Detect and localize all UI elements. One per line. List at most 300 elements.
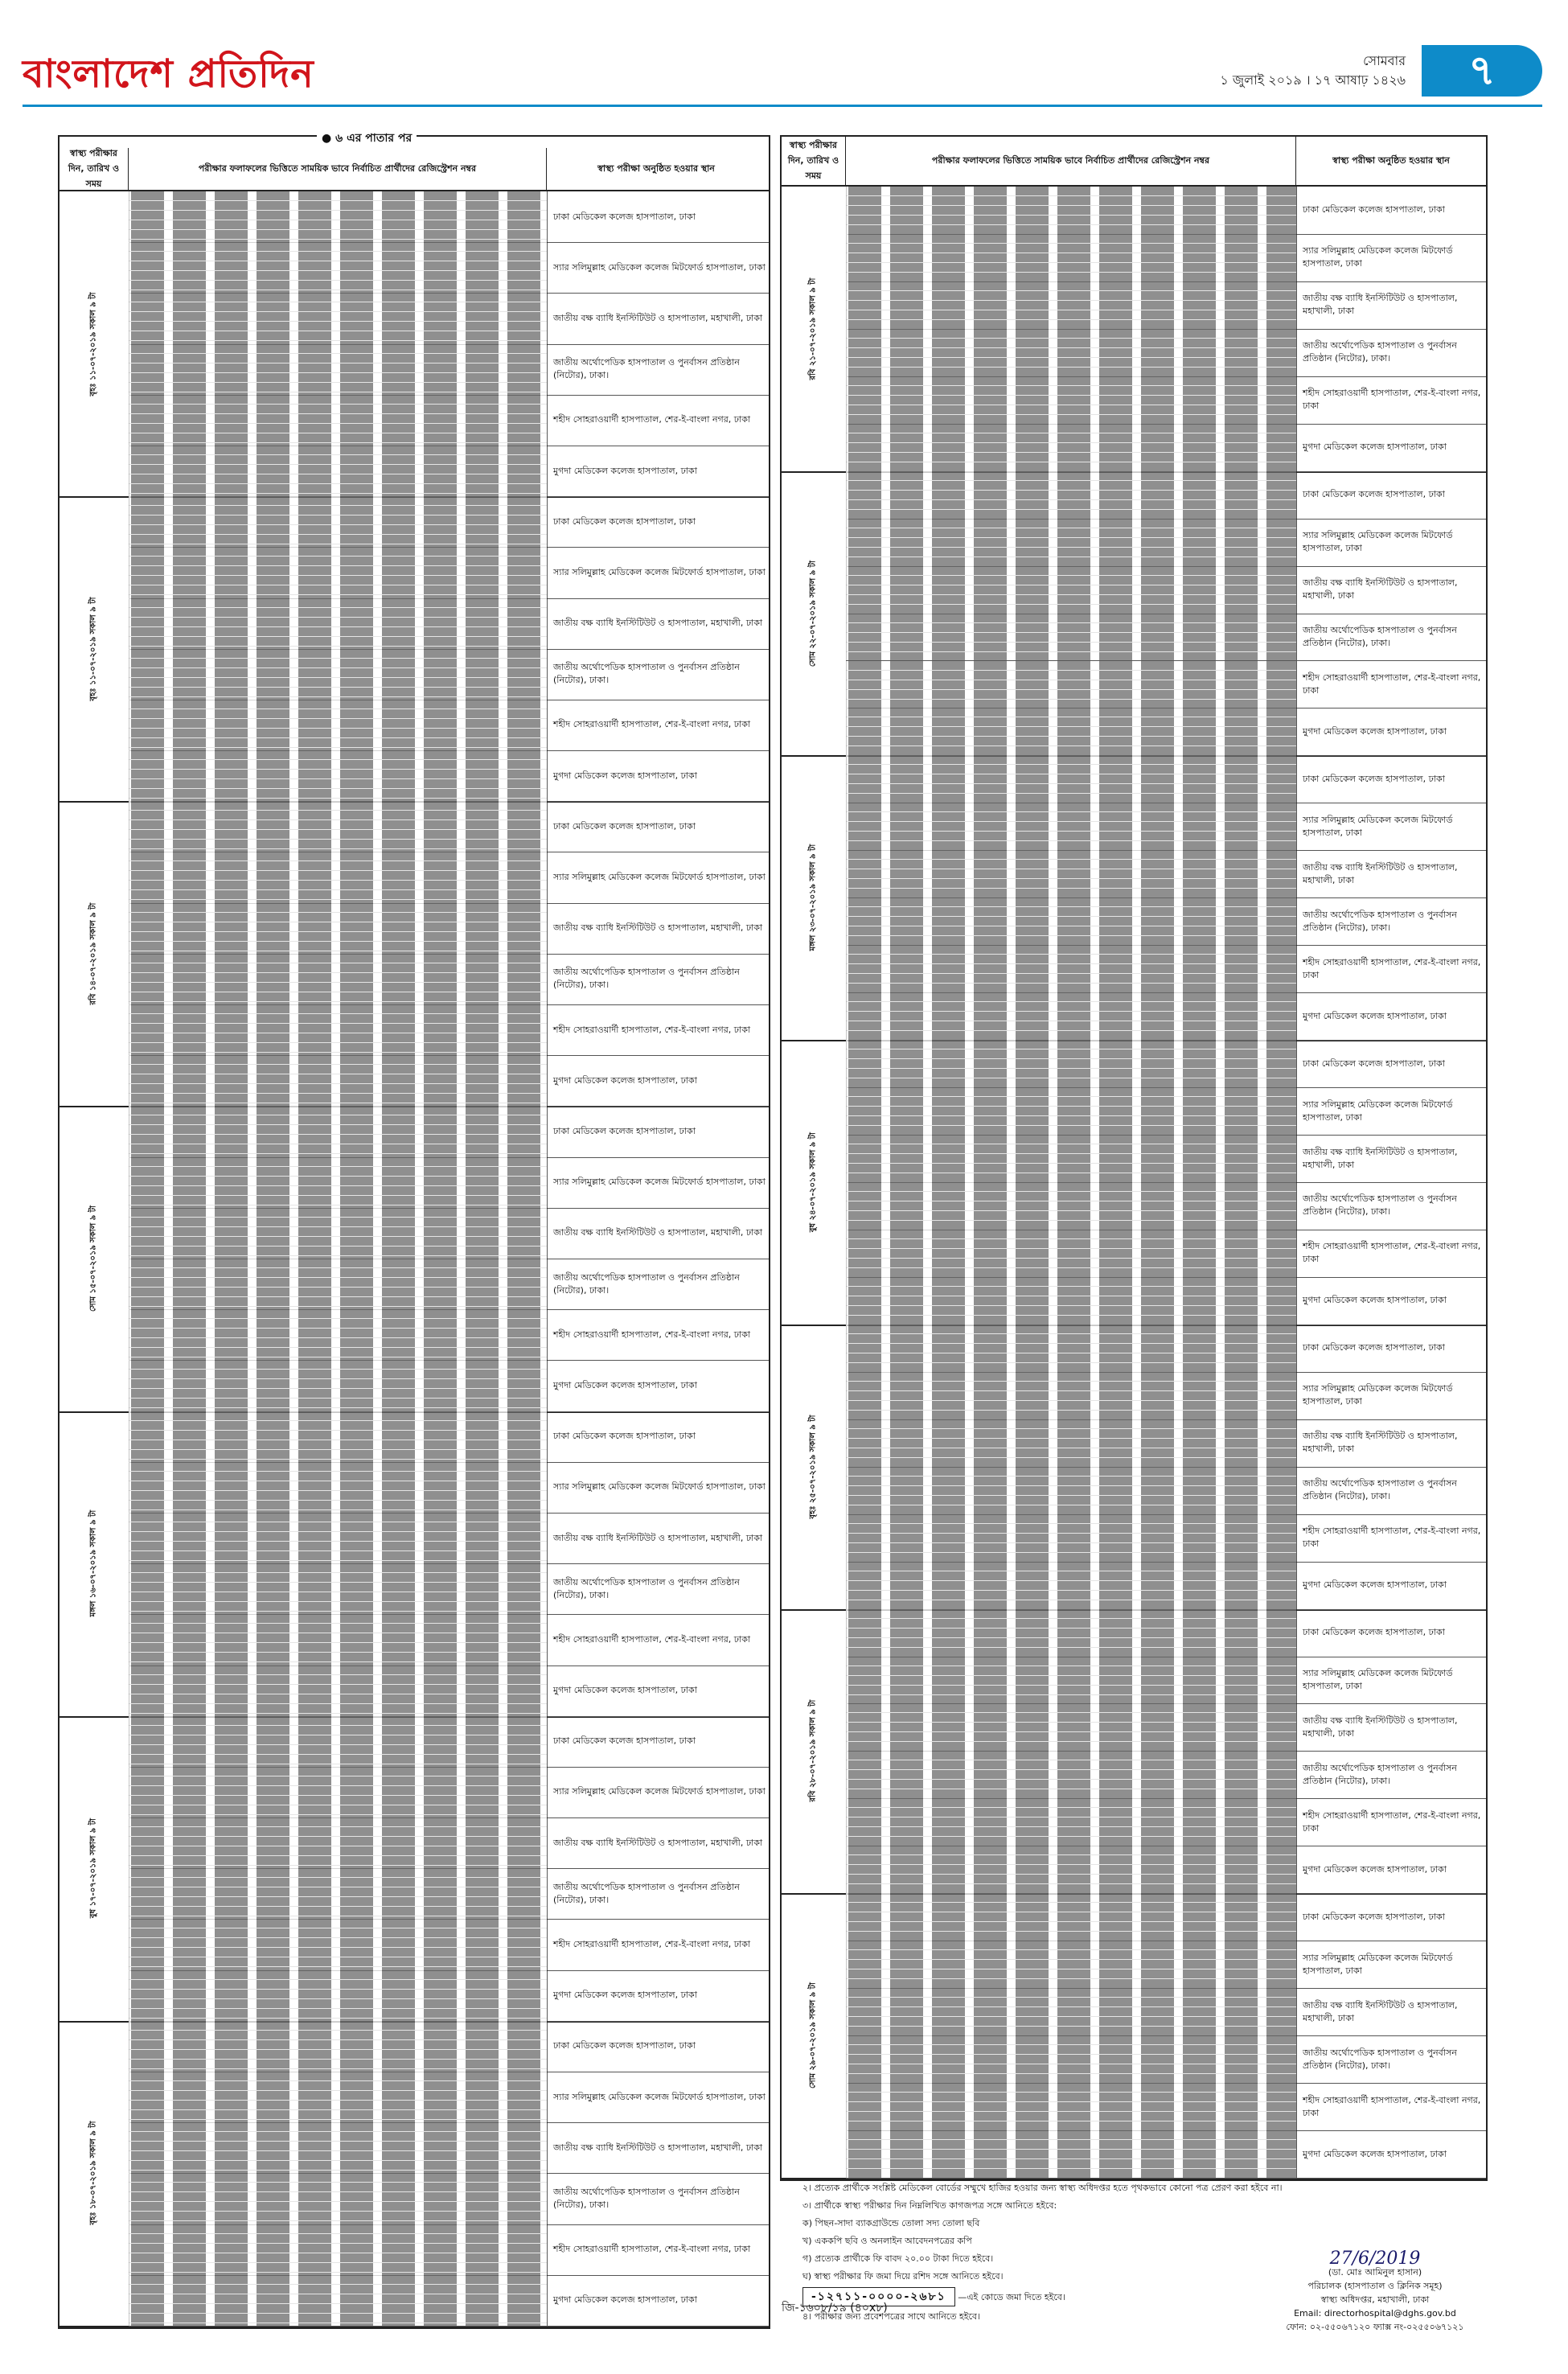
hospital-row [846,614,1486,662]
hospital-name: স্যার সলিমুল্লাহ মেডিকেল কলেজ মিটফোর্ড হাসপাতাল, ঢাকা [553,1786,766,1797]
hospital-name: মুগদা মেডিকেল কলেজ হাসপাতাল, ঢাকা [1303,1010,1447,1021]
hospital-row [846,1562,1486,1610]
signer-name: (ডা. মোঃ আমিনুল হাসান) [1328,2267,1422,2277]
registration-numbers [846,897,1297,945]
hospital-name: ঢাকা মেডিকেল কলেজ হাসপাতাল, ঢাকা [553,820,696,832]
registration-numbers [129,293,548,343]
hospital-name: জাতীয় অর্থোপেডিক হাসপাতাল ও পুনর্বাসন প্রতিষ্ঠান (নিটোর), ঢাকা। [1303,1762,1457,1786]
hospital-row [846,1703,1486,1752]
note-3d: ঘ) স্বাস্থ্য পরীক্ষার ফি জমা দিয়ে রশিদ সঙ্গে আনিতে হইবে। [802,2271,1004,2282]
note-3: ৩। প্রার্থীকে স্বাস্থ্য পরীক্ষার দিন নিম্নলিখিত কাগজপত্র সঙ্গে আনিতে হইবে: [802,2200,1057,2211]
hospital-name: শহীদ সোহরাওয়ার্দী হাসপাতাল, শের-ই-বাংলা নগর, ঢাকা [553,1329,751,1340]
exam-date [60,1716,129,2021]
schedule-group [782,755,1486,1041]
hospital-name: জাতীয় বক্ষ ব্যাধি ইনস্টিটিউট ও হাসপাতাল, মহাখালী, ঢাকা [1303,861,1458,885]
exam-date-label: রবি ২১-০৭-২০১৯ সকাল ৯ টা [808,277,818,380]
hospital-row [129,395,769,446]
hospital-name: জাতীয় অর্থোপেডিক হাসপাতাল ও পুনর্বাসন প্রতিষ্ঠান (নিটোর), ঢাকা। [1303,625,1457,649]
hospital-row [846,376,1486,425]
hospital-row [846,1988,1486,2036]
registration-numbers [846,614,1297,661]
hospital-row [129,2122,769,2174]
hospital-name: ঢাকা মেডিকেল কলেজ হাসপাতাল, ঢাকা [553,515,696,527]
hospital-row [846,1657,1486,1705]
exam-date [782,1893,847,2178]
registration-numbers [846,1467,1297,1514]
registration-numbers [129,1868,548,1919]
exam-date [60,2021,129,2326]
hospital-name: জাতীয় বক্ষ ব্যাধি ইনস্টিটিউট ও হাসপাতাল, মহাখালী, ঢাকা [1303,1999,1458,2023]
hospital-name: জাতীয় বক্ষ ব্যাধি ইনস্টিটিউট ও হাসপাতাল, মহাখালী, ঢাকা [1303,577,1458,602]
registration-numbers [129,191,548,242]
hospital-row [846,2083,1486,2131]
hospital-name: জাতীয় অর্থোপেডিক হাসপাতাল ও পুনর্বাসন প্রতিষ্ঠান (নিটোর), ঢাকা। [1303,1193,1457,1218]
schedule-group [782,187,1486,473]
hospital-row [129,1055,769,1107]
exam-date [782,1609,847,1894]
schedule-group [782,471,1486,758]
registration-numbers [846,945,1297,992]
registration-numbers [129,2021,548,2072]
registration-numbers [846,992,1297,1040]
hospital-row [846,1467,1486,1515]
hospital-name: জাতীয় বক্ষ ব্যাধি ইনস্টিটিউট ও হাসপাতাল, মহাখালী, ঢাকা [553,312,763,323]
hospital-row [129,1817,769,1869]
schedule-group [60,1716,769,2023]
registration-numbers [129,1208,548,1259]
hospital-row [129,903,769,955]
registration-numbers [129,1055,548,1106]
registration-numbers [129,1614,548,1665]
hospital-name: জাতীয় বক্ষ ব্যাধি ইনস্টিটিউট ও হাসপাতাল, মহাখালী, ঢাকা [553,2142,763,2153]
masthead [23,45,1542,103]
hospital-name: স্যার সলিমুল্লাহ মেডিকেল কলেজ মিটফোর্ড হাসপাতাল, ঢাকা [553,1481,766,1493]
registration-numbers [846,1893,1297,1941]
hospital-name: মুগদা মেডিকেল কলেজ হাসপাতাল, ঢাকা [1303,725,1447,737]
hospital-name: জাতীয় অর্থোপেডিক হাসপাতাল ও পুনর্বাসন প্রতিষ্ঠান (নিটোর), ঢাকা। [553,662,740,686]
hospital-row [129,344,769,396]
hospital-row [846,1087,1486,1136]
registration-numbers [129,2173,548,2224]
registration-numbers [846,424,1297,471]
hospital-row [846,1325,1486,1373]
registration-numbers [846,1703,1297,1751]
hospital-row [129,1919,769,1970]
hospital-name: স্যার সলিমুল্লাহ মেডিকেল কলেজ মিটফোর্ড হাসপাতাল, ঢাকা [553,1177,766,1188]
hospital-row [129,1767,769,1818]
newspaper-logo: বাংলাদেশ প্রতিদিন [23,51,314,97]
hospital-row [129,2173,769,2224]
dateline [1100,51,1406,90]
schedule-group [60,801,769,1107]
hospital-name: স্যার সলিমুল্লাহ মেডিকেল কলেজ মিটফোর্ড হাসপাতাল, ঢাকা [1303,530,1453,554]
hospital-name: শহীদ সোহরাওয়ার্দী হাসপাতাল, শের-ই-বাংলা নগর, ঢাকা [1303,1526,1481,1550]
exam-date [60,496,129,801]
hospital-row [846,1419,1486,1468]
exam-date [782,471,847,756]
hospital-row [846,234,1486,282]
signer-email: Email: directorhospital@dghs.gov.bd [1294,2308,1456,2319]
registration-numbers [129,700,548,750]
registration-numbers [129,1309,548,1360]
registration-numbers [846,1941,1297,1988]
hospital-name: শহীদ সোহরাওয়ার্দী হাসপাতাল, শের-ই-বাংলা নগর, ঢাকা [553,2244,751,2255]
registration-numbers [846,2130,1297,2178]
note-3a: ক) পিছন-সাদা ব্যাকগ্রাউন্ডে তোলা সদ্য তোলা ছবি [802,2218,980,2228]
hospital-name: জাতীয় অর্থোপেডিক হাসপাতাল ও পুনর্বাসন প্রতিষ্ঠান (নিটোর), ঢাকা। [1303,909,1457,933]
ad-code: জি-১৬০৮/১৯ (৪০x৮) [782,2302,888,2314]
hospital-row [129,2275,769,2327]
registration-numbers [846,1087,1297,1135]
schedule-group [782,1893,1486,2179]
hospital-row [129,1259,769,1310]
hosp-col-header: স্বাস্থ্য পরীক্ষা অনুষ্ঠিত হওয়ার স্থান [1332,154,1450,166]
registration-numbers [129,2072,548,2122]
hospital-row [129,598,769,650]
hospital-row [129,2021,769,2072]
exam-date-label: সোম ২৯-০৭-২০১৯ সকাল ৯ টা [808,1982,818,2089]
registration-numbers [129,1817,548,1868]
registration-numbers [129,801,548,852]
hospital-name: মুগদা মেডিকেল কলেজ হাসপাতাল, ঢাকা [553,770,697,781]
note-3c: গ) প্রত্যেক প্রার্থীকে ফি বাবদ ২০.০০ টাকা দিতে হইবে। [802,2253,994,2264]
exam-date-label: বৃহঃ ১৮-০৭-২০১৯ সকাল ৯ টা [88,2121,98,2225]
hospital-row [846,2130,1486,2179]
hospital-name: স্যার সলিমুল্লাহ মেডিকেল কলেজ মিটফোর্ড হাসপাতাল, ঢাকা [553,2091,766,2102]
hospital-name: জাতীয় বক্ষ ব্যাধি ইনস্টিটিউট ও হাসপাতাল, মহাখালী, ঢাকা [1303,293,1458,317]
exam-date [60,1411,129,1716]
schedule-group [60,1106,769,1412]
hospital-name: শহীদ সোহরাওয়ার্দী হাসপাতাল, শের-ই-বাংলা নগর, ঢাকা [553,414,751,425]
hospital-row [846,471,1486,520]
day: সোমবার [1363,53,1406,68]
hospital-row [129,750,769,802]
registration-numbers [129,954,548,1004]
hospital-name: স্যার সলিমুল্লাহ মেডিকেল কলেজ মিটফোর্ড হাসপাতাল, ঢাকা [1303,245,1453,269]
exam-date [782,187,847,471]
hospital-row [846,329,1486,377]
right-table [780,135,1488,2181]
hospital-name: ঢাকা মেডিকেল কলেজ হাসপাতাল, ঢাকা [1303,1342,1445,1353]
date-col-header: স্বাস্থ্য পরীক্ষার দিন, তারিখ ও সময় [60,148,129,190]
registration-numbers [846,2035,1297,2083]
hospital-name: শহীদ সোহরাওয়ার্দী হাসপাতাল, শের-ই-বাংলা নগর, ঢাকা [1303,2094,1481,2118]
hospital-row [846,803,1486,851]
hospital-name: মুগদা মেডিকেল কলেজ হাসপাতাল, ঢাকা [1303,1863,1447,1875]
hospital-row [846,424,1486,472]
registration-numbers [129,242,548,293]
hospital-name: মুগদা মেডিকেল কলেজ হাসপাতাল, ঢাকা [1303,1579,1447,1591]
reg-col-header: পরীক্ষার ফলাফলের ভিত্তিতে সাময়িক ভাবে নির্বাচিত প্রার্থীদের রেজিস্ট্রেশন নম্বর [129,148,547,190]
header-rule [23,105,1542,107]
schedule-group [782,1325,1486,1611]
note-4: ৪। পরীক্ষার জন্য প্রবেশপত্রের সাথে আনিতে হইবে। [802,2311,980,2322]
schedule-group [60,191,769,498]
hospital-name: জাতীয় বক্ষ ব্যাধি ইনস্টিটিউট ও হাসপাতাল, মহাখালী, ঢাকা [1303,1715,1458,1739]
exam-date [782,1040,847,1325]
hospital-name: শহীদ সোহরাওয়ার্দী হাসপাতাল, শের-ই-বাংলা নগর, ঢাকা [553,1939,751,1950]
hospital-row [846,1277,1486,1325]
hospital-row [846,1798,1486,1846]
registration-numbers [129,1157,548,1208]
registration-numbers [129,2224,548,2275]
hospital-name: ঢাকা মেডিকেল কলেজ হাসপাতাল, ঢাকা [553,1735,696,1747]
registration-numbers [846,1514,1297,1562]
hospital-name: জাতীয় বক্ষ ব্যাধি ইনস্টিটিউট ও হাসপাতাল, মহাখালী, ঢাকা [553,1837,763,1848]
hospital-name: জাতীয় অর্থোপেডিক হাসপাতাল ও পুনর্বাসন প্রতিষ্ঠান (নিটোর), ঢাকা। [553,1881,740,1905]
left-table [58,132,770,2329]
exam-date [60,191,129,496]
hospital-name: শহীদ সোহরাওয়ার্দী হাসপাতাল, শের-ই-বাংলা নগর, ঢাকা [1303,388,1481,412]
reg-col-header: পরীক্ষার ফলাফলের ভিত্তিতে সাময়িক ভাবে নির্বাচিত প্রার্থীদের রেজিস্ট্রেশন নম্বর [846,137,1296,185]
hospital-name: জাতীয় অর্থোপেডিক হাসপাতাল ও পুনর্বাসন প্রতিষ্ঠান (নিটোর), ঢাকা। [1303,340,1457,364]
left-table-header [60,148,769,191]
hospital-row [846,1040,1486,1088]
registration-numbers [846,1751,1297,1798]
hospital-row [129,293,769,344]
schedule-group [782,1609,1486,1896]
exam-date [782,1325,847,1609]
hospital-name: মুগদা মেডিকেল কলেজ হাসপাতাল, ঢাকা [553,1990,697,2001]
hospital-name: মুগদা মেডিকেল কলেজ হাসপাতাল, ঢাকা [1303,1295,1447,1306]
exam-date-label: সোম ২২-০৭-২০১৯ সকাল ৯ টা [808,560,818,667]
date: ১ জুলাই ২০১৯ । ১৭ আষাঢ় ১৪২৬ [1220,72,1406,88]
registration-numbers [846,234,1297,281]
hospital-row [846,187,1486,235]
registration-numbers [129,1716,548,1767]
registration-numbers [846,1846,1297,1893]
hospital-row [846,1182,1486,1230]
hospital-name: মুগদা মেডিকেল কলেজ হাসপাতাল, ঢাকা [1303,2148,1447,2159]
registration-numbers [129,1970,548,2021]
hospital-row [846,1893,1486,1941]
hospital-name: মুগদা মেডিকেল কলেজ হাসপাতাল, ঢাকা [1303,442,1447,453]
registration-numbers [846,1657,1297,1704]
registration-numbers [846,471,1297,519]
hospital-row [129,700,769,751]
registration-numbers [129,1767,548,1817]
registration-numbers [846,1135,1297,1182]
hospital-row [129,1513,769,1564]
hospital-row [129,1970,769,2022]
registration-numbers [846,566,1297,614]
note-2: ২। প্রত্যেক প্রার্থীকে সংশ্লিষ্ট মেডিকেল বোর্ডের সম্মুখে হাজির হওয়ার জন্য স্বাস্থ্য অধিদপ্তর হতে পৃথকভাবে কোনো পত্র প্রেরণ করা হইবে না। [802,2183,1283,2193]
registration-numbers [129,2122,548,2173]
registration-numbers [129,1919,548,1969]
registration-numbers [129,2275,548,2326]
hospital-name: জাতীয় অর্থোপেডিক হাসপাতাল ও পুনর্বাসন প্রতিষ্ঠান (নিটোর), ঢাকা। [1303,2047,1457,2071]
exam-date-label: বৃহঃ ১১-০৭-২০১৯ সকাল ৯ টা [88,291,98,396]
hospital-row [129,954,769,1005]
hospital-row [129,446,769,497]
hospital-name: জাতীয় অর্থোপেডিক হাসপাতাল ও পুনর্বাসন প্রতিষ্ঠান (নিটোর), ঢাকা। [553,2187,740,2210]
hospital-row [129,191,769,243]
hospital-row [846,992,1486,1041]
signer-office: স্বাস্থ্য অধিদপ্তর, মহাখালী, ঢাকা [1320,2294,1430,2305]
hospital-name: মুগদা মেডিকেল কলেজ হাসপাতাল, ঢাকা [553,1379,697,1390]
exam-date-label: রবি ১৪-০৭-২০১৯ সকাল ৯ টা [88,902,98,1005]
registration-numbers [129,1563,548,1614]
hospital-row [129,2224,769,2276]
hospital-name: মুগদা মেডিকেল কলেজ হাসপাতাল, ঢাকা [553,2294,697,2306]
hospital-row [129,852,769,903]
hospital-name: স্যার সলিমুল্লাহ মেডিকেল কলেজ মিটফোর্ড হাসপাতাল, ঢাকা [1303,814,1453,838]
hospital-name: স্যার সলিমুল্লাহ মেডিকেল কলেজ মিটফোর্ড হাসপাতাল, ঢাকা [1303,1383,1453,1407]
hospital-name: জাতীয় বক্ষ ব্যাধি ইনস্টিটিউট ও হাসপাতাল, মহাখালী, ঢাকা [1303,1431,1458,1455]
hospital-name: শহীদ সোহরাওয়ার্দী হাসপাতাল, শের-ই-বাংলা নগর, ঢাকা [553,719,751,730]
hospital-row [846,945,1486,993]
exam-date-label: মঙ্গল ২৩-০৭-২০১৯ সকাল ৯ টা [808,844,818,951]
hospital-name: জাতীয় বক্ষ ব্যাধি ইনস্টিটিউট ও হাসপাতাল, মহাখালী, ঢাকা [553,1532,763,1543]
registration-numbers [846,1182,1297,1230]
registration-numbers [129,1411,548,1462]
hospital-name: স্যার সলিমুল্লাহ মেডিকেল কলেজ মিটফোর্ড হাসপাতাল, ঢাকা [1303,1099,1453,1123]
hospital-name: স্যার সলিমুল্লাহ মেডিকেল কলেজ মিটফোর্ড হাসপাতাল, ঢাকা [553,261,766,273]
hospital-row [129,496,769,548]
exam-date-label: বৃহঃ ১১-০৭-২০১৯ সকাল ৯ টা [88,597,98,701]
registration-numbers [846,1988,1297,2035]
hospital-name: ঢাকা মেডিকেল কলেজ হাসপাতাল, ঢাকা [1303,773,1445,784]
hospital-row [846,661,1486,709]
hospital-row [846,566,1486,614]
hospital-name: ঢাকা মেডিকেল কলেজ হাসপাতাল, ঢাকা [1303,1911,1445,1922]
hospital-name: ঢাকা মেডিকেল কলেজ হাসপাতাল, ঢাকা [553,211,696,222]
date-col-header: স্বাস্থ্য পরীক্ষার দিন, তারিখ ও সময় [782,137,846,185]
hospital-row [129,1462,769,1514]
hospital-name: শহীদ সোহরাওয়ার্দী হাসপাতাল, শের-ই-বাংলা নগর, ঢাকা [553,1633,751,1645]
hospital-row [129,1563,769,1615]
hospital-row [129,547,769,598]
registration-numbers [129,649,548,700]
hospital-row [846,1941,1486,1989]
hospital-row [129,801,769,852]
exam-date-label: সোম ১৫-০৭-২০১৯ সকাল ৯ টা [88,1205,98,1312]
hospital-row [129,1614,769,1665]
registration-numbers [846,708,1297,755]
exam-date-label: বুধ ২৪-০৭-২০১৯ সকাল ৯ টা [808,1132,818,1233]
hospital-name: মুগদা মেডিকেল কলেজ হাসপাতাল, ঢাকা [553,1074,697,1086]
page-number: ৭ [1422,45,1542,97]
hospital-name: ঢাকা মেডিকেল কলেজ হাসপাতাল, ঢাকা [1303,489,1445,500]
signer-title: পরিচালক (হাসপাতাল ও ক্লিনিক সমূহ) [1307,2281,1443,2291]
hospital-name: জাতীয় বক্ষ ব্যাধি ইনস্টিটিউট ও হাসপাতাল, মহাখালী, ঢাকা [553,618,763,629]
right-table-header [782,137,1486,187]
registration-numbers [846,376,1297,424]
account-tail: —এই কোডে জমা দিতে হইবে। [958,2292,1065,2302]
hospital-row [846,2035,1486,2084]
registration-numbers [846,1325,1297,1372]
signer-phone: ফোন: ০২-৫৫০৬৭১২০ ফ্যাক্স নং-০২৫৫০৬৭১২১ [1286,2322,1464,2332]
hospital-name: ঢাকা মেডিকেল কলেজ হাসপাতাল, ঢাকা [553,1126,696,1137]
registration-numbers [129,395,548,446]
exam-date-label: রবি ২৮-০৭-২০১৯ সকাল ৯ টা [808,1699,818,1802]
registration-numbers [846,1798,1297,1846]
hospital-name: জাতীয় অর্থোপেডিক হাসপাতাল ও পুনর্বাসন প্রতিষ্ঠান (নিটোর), ঢাকা। [553,967,740,991]
exam-date [782,755,847,1040]
registration-numbers [129,496,548,547]
hospital-name: স্যার সলিমুল্লাহ মেডিকেল কলেজ মিটফোর্ড হাসপাতাল, ঢাকা [553,872,766,883]
registration-numbers [846,329,1297,376]
registration-numbers [129,598,548,649]
hospital-name: স্যার সলিমুল্লাহ মেডিকেল কলেজ মিটফোর্ড হাসপাতাল, ঢাকা [1303,1952,1453,1976]
registration-numbers [129,446,548,496]
hospital-name: মুগদা মেডিকেল কলেজ হাসপাতাল, ঢাকা [553,1685,697,1696]
registration-numbers [846,1419,1297,1467]
hospital-name: জাতীয় অর্থোপেডিক হাসপাতাল ও পুনর্বাসন প্রতিষ্ঠান (নিটোর), ঢাকা। [553,1271,740,1296]
registration-numbers [846,661,1297,709]
hospital-name: শহীদ সোহরাওয়ার্দী হাসপাতাল, শের-ই-বাংলা নগর, ঢাকা [553,1024,751,1035]
hospital-row [129,1309,769,1361]
registration-numbers [129,1360,548,1411]
registration-numbers [129,344,548,395]
signature-block [1254,2249,1496,2334]
registration-numbers [846,850,1297,897]
hospital-name: জাতীয় বক্ষ ব্যাধি ইনস্টিটিউট ও হাসপাতাল, মহাখালী, ঢাকা [553,922,763,934]
hospital-name: শহীদ সোহরাওয়ার্দী হাসপাতাল, শের-ই-বাংলা নগর, ঢাকা [1303,1241,1481,1265]
hospital-row [846,1135,1486,1183]
hospital-name: স্যার সলিমুল্লাহ মেডিকেল কলেজ মিটফোর্ড হাসপাতাল, ঢাকা [1303,1667,1453,1691]
registration-numbers [846,187,1297,234]
hospital-row [846,755,1486,803]
hospital-name: জাতীয় বক্ষ ব্যাধি ইনস্টিটিউট ও হাসপাতাল, মহাখালী, ঢাকা [1303,1146,1458,1170]
registration-numbers [846,519,1297,566]
hospital-row [846,1230,1486,1278]
registration-numbers [129,1106,548,1156]
registration-numbers [129,750,548,801]
registration-numbers [846,1609,1297,1657]
hospital-name: ঢাকা মেডিকেল কলেজ হাসপাতাল, ঢাকা [1303,1058,1445,1069]
registration-numbers [846,281,1297,329]
hospital-row [129,1716,769,1768]
account-code: -১২৭১১-০০০০-২৬৮১ [802,2287,955,2306]
hospital-name: জাতীয় অর্থোপেডিক হাসপাতাল ও পুনর্বাসন প্রতিষ্ঠান (নিটোর), ঢাকা। [553,1576,740,1600]
hospital-name: শহীদ সোহরাওয়ার্দী হাসপাতাল, শের-ই-বাংলা নগর, ঢাকা [1303,956,1481,980]
hospital-name: জাতীয় অর্থোপেডিক হাসপাতাল ও পুনর্বাসন প্রতিষ্ঠান (নিটোর), ঢাকা। [1303,1478,1457,1502]
hospital-row [846,519,1486,567]
hospital-name: ঢাকা মেডিকেল কলেজ হাসপাতাল, ঢাকা [1303,1627,1445,1638]
hospital-name: জাতীয় অর্থোপেডিক হাসপাতাল ও পুনর্বাসন প্রতিষ্ঠান (নিটোর), ঢাকা। [553,357,740,381]
hospital-name: ঢাকা মেডিকেল কলেজ হাসপাতাল, ঢাকা [1303,204,1445,216]
hospital-row [846,1609,1486,1657]
registration-numbers [129,1665,548,1716]
exam-date [60,801,129,1106]
registration-numbers [846,803,1297,850]
hospital-name: ঢাকা মেডিকেল কলেজ হাসপাতাল, ঢাকা [553,2040,696,2052]
registration-numbers [846,755,1297,803]
hospital-row [846,1372,1486,1420]
signature: 27/6/2019 [1329,2249,1421,2269]
registration-numbers [846,1230,1297,1277]
exam-date-label: মঙ্গল ১৬-০৭-২০১৯ সকাল ৯ টা [88,1509,98,1617]
hospital-row [129,1360,769,1411]
hospital-name: মুগদা মেডিকেল কলেজ হাসপাতাল, ঢাকা [553,465,697,476]
registration-numbers [129,1004,548,1055]
hospital-row [129,1106,769,1157]
registration-numbers [129,852,548,902]
hospital-row [129,242,769,294]
hospital-row [846,1514,1486,1563]
exam-date-label: বুধ ১৭-০৭-২০১৯ সকাল ৯ টা [88,1818,98,1919]
hospital-name: শহীদ সোহরাওয়ার্দী হাসপাতাল, শের-ই-বাংলা নগর, ঢাকা [1303,672,1481,696]
hospital-row [129,1665,769,1717]
hospital-row [129,1411,769,1463]
schedule-group [60,1411,769,1718]
hospital-name: স্যার সলিমুল্লাহ মেডিকেল কলেজ মিটফোর্ড হাসপাতাল, ঢাকা [553,566,766,577]
hospital-row [129,2072,769,2123]
hospital-row [846,897,1486,946]
schedule-group [60,2021,769,2327]
schedule-group [782,1040,1486,1326]
